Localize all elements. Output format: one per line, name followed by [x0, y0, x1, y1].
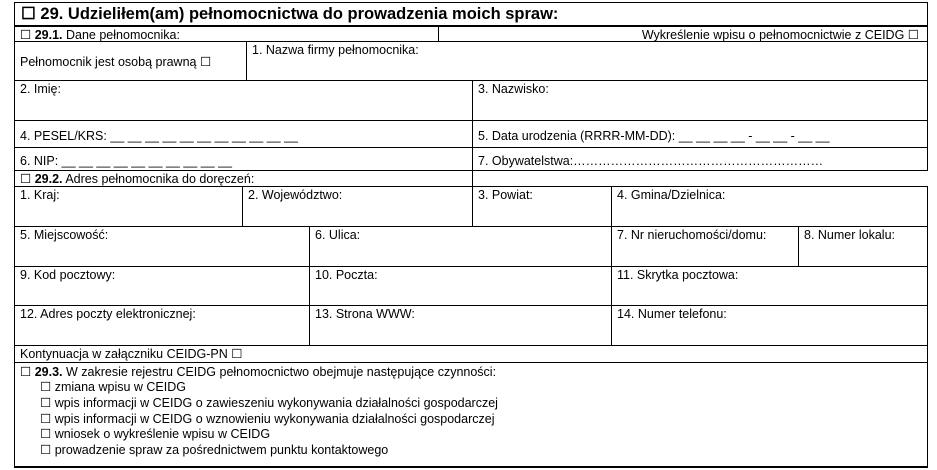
s292-locality-field[interactable] — [14, 226, 310, 267]
power-of-attorney-form — [14, 2, 928, 467]
s293-option-label: wpis informacji w CEIDG o wznowieniu wykonywania działalności gospodarczej — [54, 411, 495, 426]
s293-option-label: zmiana wpisu w CEIDG — [54, 380, 186, 394]
s293-option — [20, 427, 922, 443]
s291-first-name-field[interactable] — [14, 80, 473, 121]
s292-checkbox[interactable]: ☐ — [20, 172, 32, 186]
s292-locality-label: 5. Miejscowość: — [20, 228, 109, 242]
s291-legal-person-checkbox[interactable]: ☐ — [199, 55, 212, 69]
s291-header — [14, 26, 439, 42]
section-29-title-row — [14, 2, 928, 27]
s292-email-field[interactable] — [14, 305, 310, 346]
s293-option-checkbox[interactable]: ☐ — [40, 427, 52, 442]
s292-postal-code-label: 9. Kod pocztowy: — [20, 268, 116, 282]
s293-option-checkbox[interactable]: ☐ — [40, 443, 52, 458]
s292-continuation-checkbox[interactable]: ☐ — [231, 347, 243, 361]
s291-nip-field[interactable] — [14, 147, 473, 171]
s291-birth-date-label: 5. Data urodzenia (RRRR-MM-DD): __ __ __ __ - __ __ - __ __ — [478, 129, 830, 143]
s292-voivodeship-field[interactable] — [242, 186, 473, 227]
section-29-title: 29. Udzieliłem(am) pełnomocnictwa do prowadzenia moich spraw: — [40, 5, 559, 23]
s291-company-name-label: 1. Nazwa firmy pełnomocnika: — [252, 43, 419, 57]
s291-legal-person-cell — [14, 41, 247, 81]
s292-commune-field[interactable] — [611, 186, 928, 227]
s292-label: Adres pełnomocnika do doręczeń: — [65, 172, 255, 186]
s292-www-label: 13. Strona WWW: — [315, 307, 415, 321]
s291-legal-person-label: Pełnomocnik jest osobą prawną — [20, 55, 197, 69]
s292-county-label: 3. Powiat: — [478, 188, 533, 202]
s292-commune-label: 4. Gmina/Dzielnica: — [617, 188, 726, 202]
s293-label: W zakresie rejestru CEIDG pełnomocnictwo obejmuje następujące czynności: — [66, 365, 497, 379]
s291-number: 29.1. — [34, 28, 63, 42]
s292-street-field[interactable] — [309, 226, 612, 267]
s292-po-box-label: 11. Skrytka pocztowa: — [617, 268, 739, 282]
s292-number: 29.2. — [34, 172, 63, 186]
s292-country-label: 1. Kraj: — [20, 188, 60, 202]
s293-block — [14, 362, 928, 468]
s293-option-label: wpis informacji w CEIDG o zawieszeniu wykonywania działalności gospodarczej — [54, 395, 498, 410]
s293-option — [20, 412, 922, 428]
s292-street-label: 6. Ulica: — [315, 228, 361, 242]
s292-building-no-field[interactable] — [611, 226, 799, 267]
s292-phone-field[interactable] — [611, 305, 928, 346]
s292-country-field[interactable] — [14, 186, 243, 227]
s291-removal-checkbox[interactable]: ☐ — [907, 28, 919, 42]
s291-company-name-field[interactable] — [246, 41, 928, 81]
s293-option-label: prowadzenie spraw za pośrednictwem punktu kontaktowego — [54, 443, 389, 458]
s291-removal-cell — [438, 26, 928, 42]
s291-last-name-field[interactable] — [472, 80, 928, 121]
s291-last-name-label: 3. Nazwisko: — [478, 82, 549, 96]
s292-header — [14, 170, 473, 187]
s293-header — [20, 365, 922, 380]
s292-unit-no-field[interactable] — [798, 226, 928, 267]
s291-removal-label: Wykreślenie wpisu o pełnomocnictwie z CEIDG — [641, 28, 905, 42]
s293-number: 29.3. — [34, 365, 63, 379]
section-29-checkbox[interactable]: ☐ — [21, 5, 36, 23]
s292-unit-no-label: 8. Numer lokalu: — [804, 228, 896, 242]
s293-option — [20, 380, 922, 396]
s291-citizenship-field[interactable] — [472, 147, 928, 171]
s291-label: Dane pełnomocnika: — [66, 28, 180, 42]
s293-checkbox[interactable]: ☐ — [20, 365, 32, 379]
s292-post-office-label: 10. Poczta: — [315, 268, 378, 282]
s291-pesel-field[interactable] — [14, 120, 473, 148]
s291-pesel-label: 4. PESEL/KRS: __ __ __ __ __ __ __ __ __ __ __ — [20, 129, 298, 143]
s292-continuation-label: Kontynuacja w załączniku CEIDG-PN — [20, 347, 228, 361]
s292-county-field[interactable] — [472, 186, 612, 227]
s291-citizenship-label: 7. Obywatelstwa:…………………………………………………… — [478, 154, 824, 168]
s293-option-checkbox[interactable]: ☐ — [40, 395, 52, 410]
s291-first-name-label: 2. Imię: — [20, 82, 61, 96]
s292-post-office-field[interactable] — [309, 266, 612, 306]
s292-po-box-field[interactable] — [611, 266, 928, 306]
s291-nip-label: 6. NIP: __ __ __ __ __ __ __ __ __ __ — [20, 154, 232, 168]
s292-email-label: 12. Adres poczty elektronicznej: — [20, 307, 196, 321]
s293-option-checkbox[interactable]: ☐ — [40, 380, 52, 394]
s293-option — [20, 396, 922, 412]
s292-building-no-label: 7. Nr nieruchomości/domu: — [617, 228, 767, 242]
s292-continuation-row — [14, 345, 928, 363]
s292-phone-label: 14. Numer telefonu: — [617, 307, 727, 321]
s293-option-checkbox[interactable]: ☐ — [40, 411, 52, 426]
s291-checkbox[interactable]: ☐ — [20, 28, 32, 42]
s292-voivodeship-label: 2. Województwo: — [248, 188, 343, 202]
s292-postal-code-field[interactable] — [14, 266, 310, 306]
s293-option-label: wniosek o wykreślenie wpisu w CEIDG — [54, 427, 271, 442]
s293-option — [20, 443, 922, 459]
s291-birth-date-field[interactable] — [472, 120, 928, 148]
s292-www-field[interactable] — [309, 305, 612, 346]
